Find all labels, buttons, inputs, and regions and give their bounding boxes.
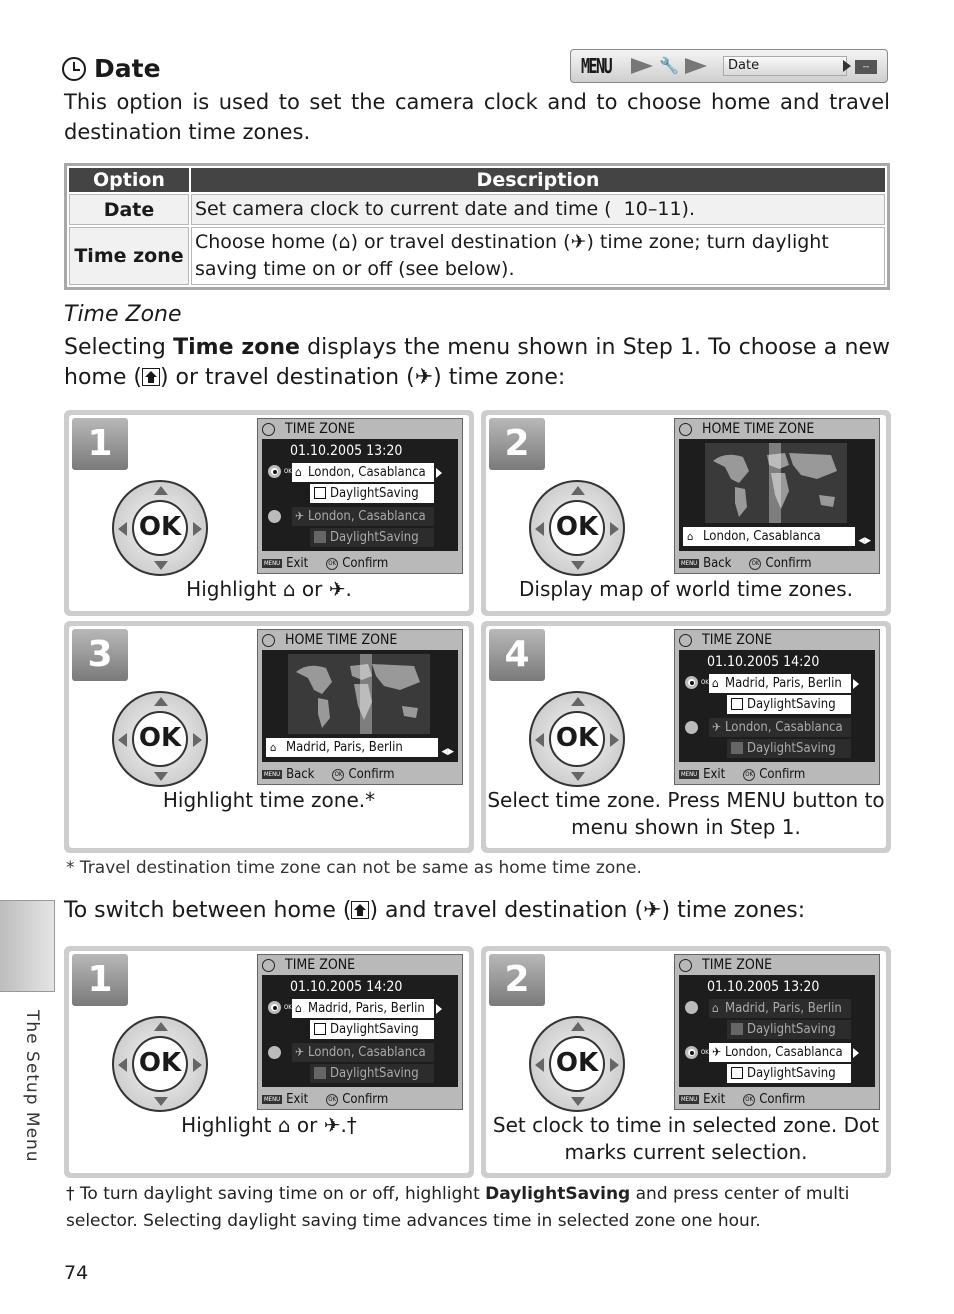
text-span: displays the menu shown in Step 1. To choose a new home ( — [64, 335, 890, 390]
step-panel — [481, 621, 891, 853]
lcd-title-text: TIME ZONE — [285, 421, 356, 437]
lcd-left-label: Exit — [703, 1092, 726, 1107]
option-description: Choose home (⌂) or travel destination (✈) time zone; turn daylight saving time on or off (see below). — [191, 227, 885, 285]
lcd-datetime: 01.10.2005 14:20 — [707, 654, 820, 670]
col-option: Option — [69, 168, 189, 192]
intro-text: This option is used to set the camera clock and to choose home and travel destination time zones. — [64, 90, 890, 144]
home-zone-row — [709, 674, 851, 693]
arrow-left-icon — [118, 522, 127, 536]
lcd-left-label: Exit — [286, 1092, 309, 1107]
text-span: ) time zone: — [433, 365, 566, 390]
ok-button-icon: OK — [549, 500, 605, 556]
lcd-body — [679, 975, 875, 1087]
radio-dot-icon — [685, 1046, 698, 1059]
arrow-up-icon — [154, 486, 168, 495]
world-map — [705, 443, 847, 523]
text-span: † To turn daylight saving time on or off, highlight — [66, 1184, 486, 1204]
option-name: Time zone — [69, 227, 189, 285]
option-table — [64, 163, 890, 290]
lcd-title-text: HOME TIME ZONE — [702, 421, 815, 437]
radio-dot-icon — [268, 1001, 281, 1014]
checkbox-icon — [314, 487, 326, 499]
arrow-left-icon — [535, 1058, 544, 1072]
switch-text — [64, 898, 805, 923]
lcd-title — [262, 421, 355, 437]
lcd-title — [262, 632, 397, 648]
lcd-left-label: Back — [286, 767, 315, 782]
side-tab-label: The Setup Menu — [22, 1010, 42, 1163]
ok-mini-icon: OK — [284, 1004, 292, 1011]
multi-selector-icon — [112, 1016, 208, 1112]
lcd-footer — [262, 1092, 388, 1107]
home-zone-text: Madrid, Paris, Berlin — [725, 1001, 842, 1016]
side-tab — [0, 900, 55, 992]
home-dst-row — [310, 1020, 434, 1039]
multi-selector-icon — [529, 1016, 625, 1112]
step-panel — [64, 410, 474, 616]
lcd-title-text: TIME ZONE — [702, 957, 773, 973]
triangle-right-icon — [843, 60, 851, 72]
section-title — [62, 54, 161, 83]
lcd-datetime: 01.10.2005 13:20 — [707, 979, 820, 995]
radio-dot-icon — [268, 465, 281, 478]
option-description: Set camera clock to current date and time ( 10–11). — [191, 194, 885, 225]
camera-lcd — [257, 954, 463, 1110]
checkbox-icon — [731, 742, 743, 754]
lcd-right-label: Confirm — [759, 767, 806, 782]
lcd-footer — [679, 767, 805, 782]
lcd-body — [679, 439, 875, 551]
text-bold: DaylightSaving — [485, 1184, 631, 1204]
text-span: ) and travel destination ( — [369, 898, 644, 923]
col-description: Description — [191, 168, 885, 192]
time-zone-text — [64, 333, 890, 393]
lcd-body — [262, 439, 458, 551]
home-dst-text: DaylightSaving — [330, 1022, 419, 1037]
step-caption: Set clock to time in selected zone. Dot marks current selection. — [492, 1113, 880, 1164]
arrow-left-icon — [118, 1058, 127, 1072]
checkbox-icon — [314, 1023, 326, 1035]
ok-button-icon: OK — [132, 711, 188, 767]
travel-dst-row — [310, 1064, 434, 1083]
checkbox-icon — [314, 531, 326, 543]
ok-button-icon: OK — [743, 769, 755, 781]
ok-button-icon: OK — [549, 1036, 605, 1092]
arrow-up-icon — [571, 1022, 585, 1031]
step-panel — [64, 946, 474, 1178]
menu-value: -- — [855, 60, 877, 74]
radio-dot-icon — [268, 510, 281, 523]
radio-dot-icon — [685, 676, 698, 689]
ok-button-icon: OK — [326, 1094, 338, 1106]
menu-field: Date — [723, 56, 847, 76]
lcd-body — [262, 975, 458, 1087]
table-row — [69, 194, 885, 225]
home-dst-text: DaylightSaving — [747, 1022, 836, 1037]
checkbox-icon — [731, 1023, 743, 1035]
arrow-down-icon — [154, 1097, 168, 1106]
lcd-left-label: Back — [703, 556, 732, 571]
clock-icon — [679, 959, 692, 972]
step-number: 2 — [489, 418, 545, 470]
text-span: Selecting — [64, 335, 174, 360]
home-icon: ⌂ — [295, 465, 302, 479]
home-icon — [142, 368, 160, 386]
arrow-down-icon — [571, 772, 585, 781]
ok-mini-icon: OK — [701, 1049, 709, 1056]
plane-icon: ✈ — [712, 1045, 722, 1059]
lcd-title — [262, 957, 355, 973]
plane-icon: ✈ — [295, 509, 305, 523]
arrow-down-icon — [154, 561, 168, 570]
ok-button-icon: OK — [132, 1036, 188, 1092]
home-zone-row — [292, 999, 434, 1018]
plane-icon: ✈ — [712, 720, 722, 734]
home-icon: ⌂ — [687, 530, 694, 543]
lcd-title — [679, 957, 772, 973]
radio-dot-icon — [685, 721, 698, 734]
step-number: 1 — [72, 954, 128, 1006]
travel-zone-text: London, Casablanca — [725, 1045, 843, 1060]
clock-icon — [262, 959, 275, 972]
travel-zone-row — [709, 1043, 851, 1062]
ok-mini-icon: OK — [701, 679, 709, 686]
step-caption: Highlight ⌂ or ✈. — [186, 577, 352, 601]
arrow-down-icon — [154, 772, 168, 781]
camera-lcd — [674, 629, 880, 785]
lcd-right-label: Confirm — [765, 556, 812, 571]
clock-icon — [679, 634, 692, 647]
arrow-right-icon — [193, 1058, 202, 1072]
lcd-title — [679, 421, 814, 437]
travel-zone-row — [709, 718, 851, 737]
checkbox-icon — [731, 1067, 743, 1079]
multi-selector-icon — [112, 691, 208, 787]
triangle-right-icon — [436, 468, 442, 478]
time-zone-band — [769, 443, 781, 523]
home-zone-row — [292, 463, 434, 482]
text-span: and press center of multi selector. Selecting daylight saving time advances time in selected zone one hour. — [66, 1184, 850, 1231]
zone-text: Madrid, Paris, Berlin — [286, 740, 403, 755]
lcd-footer — [679, 556, 812, 571]
step-panel — [64, 621, 474, 853]
camera-lcd — [257, 629, 463, 785]
arrow-right-icon — [193, 522, 202, 536]
radio-dot-icon — [268, 1046, 281, 1059]
ok-button-icon: OK — [326, 558, 338, 570]
menu-button-icon: MENU — [681, 560, 698, 567]
home-icon: ⌂ — [712, 1001, 719, 1015]
arrow-right-icon — [685, 58, 707, 74]
left-right-arrows-icon: ◀▶ — [858, 536, 871, 546]
lcd-title-text: HOME TIME ZONE — [285, 632, 398, 648]
home-dst-text: DaylightSaving — [330, 486, 419, 501]
multi-selector-icon — [529, 480, 625, 576]
home-zone-text: Madrid, Paris, Berlin — [725, 676, 842, 691]
menu-button-icon: MENU — [681, 771, 698, 778]
checkbox-icon — [314, 1067, 326, 1079]
left-right-arrows-icon: ◀▶ — [441, 747, 454, 757]
travel-dst-row — [310, 528, 434, 547]
lcd-title-text: TIME ZONE — [285, 957, 356, 973]
arrow-right-icon — [610, 733, 619, 747]
step-number: 2 — [489, 954, 545, 1006]
lcd-left-label: Exit — [286, 556, 309, 571]
world-map-graphic — [288, 654, 430, 734]
arrow-down-icon — [571, 561, 585, 570]
travel-dst-text: DaylightSaving — [330, 1066, 419, 1081]
ok-mini-icon: OK — [284, 468, 292, 475]
option-name: Date — [69, 194, 189, 225]
footnote: * Travel destination time zone can not be same as home time zone. — [66, 858, 642, 878]
clock-icon — [262, 634, 275, 647]
multi-selector-icon — [529, 691, 625, 787]
clock-icon — [679, 423, 692, 436]
lcd-body — [262, 650, 458, 762]
home-dst-row — [727, 1020, 851, 1039]
clock-icon — [62, 57, 86, 81]
ok-button-icon: OK — [132, 500, 188, 556]
lcd-title-text: TIME ZONE — [702, 632, 773, 648]
lcd-datetime: 01.10.2005 13:20 — [290, 443, 403, 459]
text-span: To switch between home ( — [64, 898, 352, 923]
menu-path-graphic — [570, 49, 888, 83]
home-dst-row — [727, 695, 851, 714]
camera-lcd — [674, 954, 880, 1110]
arrow-down-icon — [571, 1097, 585, 1106]
lcd-right-label: Confirm — [342, 556, 389, 571]
lcd-body — [679, 650, 875, 762]
home-icon: ⌂ — [295, 1001, 302, 1015]
menu-word: MENU — [581, 54, 612, 78]
lcd-right-label: Confirm — [759, 1092, 806, 1107]
lcd-footer — [679, 1092, 805, 1107]
zone-bar — [266, 738, 454, 757]
menu-button-icon: MENU — [264, 560, 281, 567]
step-caption: Highlight ⌂ or ✈.† — [181, 1113, 357, 1137]
menu-button-icon: MENU — [264, 1096, 281, 1103]
home-zone-row — [709, 999, 851, 1018]
arrow-up-icon — [571, 697, 585, 706]
travel-zone-text: London, Casablanca — [308, 509, 426, 524]
triangle-right-icon — [853, 679, 859, 689]
camera-lcd — [257, 418, 463, 574]
table-row — [69, 227, 885, 285]
text-span: ) time zones: — [661, 898, 806, 923]
checkbox-icon — [731, 698, 743, 710]
page-number: 74 — [64, 1262, 89, 1284]
triangle-right-icon — [853, 1048, 859, 1058]
step-caption: Display map of world time zones. — [519, 577, 853, 601]
arrow-up-icon — [154, 697, 168, 706]
step-caption: Highlight time zone.* — [162, 788, 376, 812]
travel-dst-row — [727, 739, 851, 758]
arrow-up-icon — [571, 486, 585, 495]
ok-button-icon: OK — [332, 769, 344, 781]
travel-zone-text: London, Casablanca — [308, 1045, 426, 1060]
travel-zone-text: London, Casablanca — [725, 720, 843, 735]
text-span: ) or travel destination ( — [159, 365, 415, 390]
zone-text: London, Casablanca — [703, 529, 821, 544]
travel-dst-text: DaylightSaving — [747, 1066, 836, 1081]
travel-dst-row — [727, 1064, 851, 1083]
arrow-right-icon — [631, 58, 653, 74]
plane-icon: ✈ — [295, 1045, 305, 1059]
subheading: Time Zone — [64, 302, 182, 327]
step-caption: Select time zone. Press MENU button to menu shown in Step 1. — [487, 788, 885, 839]
step-panel — [481, 946, 891, 1178]
menu-button-icon: MENU — [264, 771, 281, 778]
lcd-footer — [262, 767, 395, 782]
ok-button-icon: OK — [749, 558, 761, 570]
section-title-text: Date — [94, 54, 161, 83]
travel-dst-text: DaylightSaving — [747, 741, 836, 756]
arrow-left-icon — [535, 733, 544, 747]
radio-dot-icon — [685, 1001, 698, 1014]
home-dst-text: DaylightSaving — [747, 697, 836, 712]
text-bold: Time zone — [173, 335, 300, 360]
time-zone-band — [360, 654, 372, 734]
lcd-right-label: Confirm — [348, 767, 395, 782]
footnote-dagger — [66, 1181, 890, 1235]
travel-zone-row — [292, 507, 434, 526]
home-dst-row — [310, 484, 434, 503]
arrow-right-icon — [610, 522, 619, 536]
home-icon: ⌂ — [712, 676, 719, 690]
home-zone-text: Madrid, Paris, Berlin — [308, 1001, 425, 1016]
multi-selector-icon — [112, 480, 208, 576]
arrow-up-icon — [154, 1022, 168, 1031]
lcd-left-label: Exit — [703, 767, 726, 782]
lcd-right-label: Confirm — [342, 1092, 389, 1107]
arrow-left-icon — [535, 522, 544, 536]
arrow-left-icon — [118, 733, 127, 747]
triangle-right-icon — [436, 1004, 442, 1014]
lcd-title — [679, 632, 772, 648]
ok-button-icon: OK — [743, 1094, 755, 1106]
lcd-footer — [262, 556, 388, 571]
arrow-right-icon — [610, 1058, 619, 1072]
step-number: 4 — [489, 629, 545, 681]
menu-button-icon: MENU — [681, 1096, 698, 1103]
world-map — [288, 654, 430, 734]
travel-zone-row — [292, 1043, 434, 1062]
zone-bar — [683, 527, 871, 546]
home-icon: ⌂ — [270, 741, 277, 754]
clock-icon — [262, 423, 275, 436]
camera-lcd — [674, 418, 880, 574]
travel-dst-text: DaylightSaving — [330, 530, 419, 545]
step-panel — [481, 410, 891, 616]
home-icon — [351, 901, 369, 919]
step-number: 1 — [72, 418, 128, 470]
plane-icon: ✈ — [414, 365, 434, 390]
step-number: 3 — [72, 629, 128, 681]
home-zone-text: London, Casablanca — [308, 465, 426, 480]
arrow-right-icon — [193, 733, 202, 747]
plane-icon: ✈ — [643, 898, 662, 923]
wrench-icon: 🔧 — [659, 56, 679, 75]
ok-button-icon: OK — [549, 711, 605, 767]
lcd-datetime: 01.10.2005 14:20 — [290, 979, 403, 995]
